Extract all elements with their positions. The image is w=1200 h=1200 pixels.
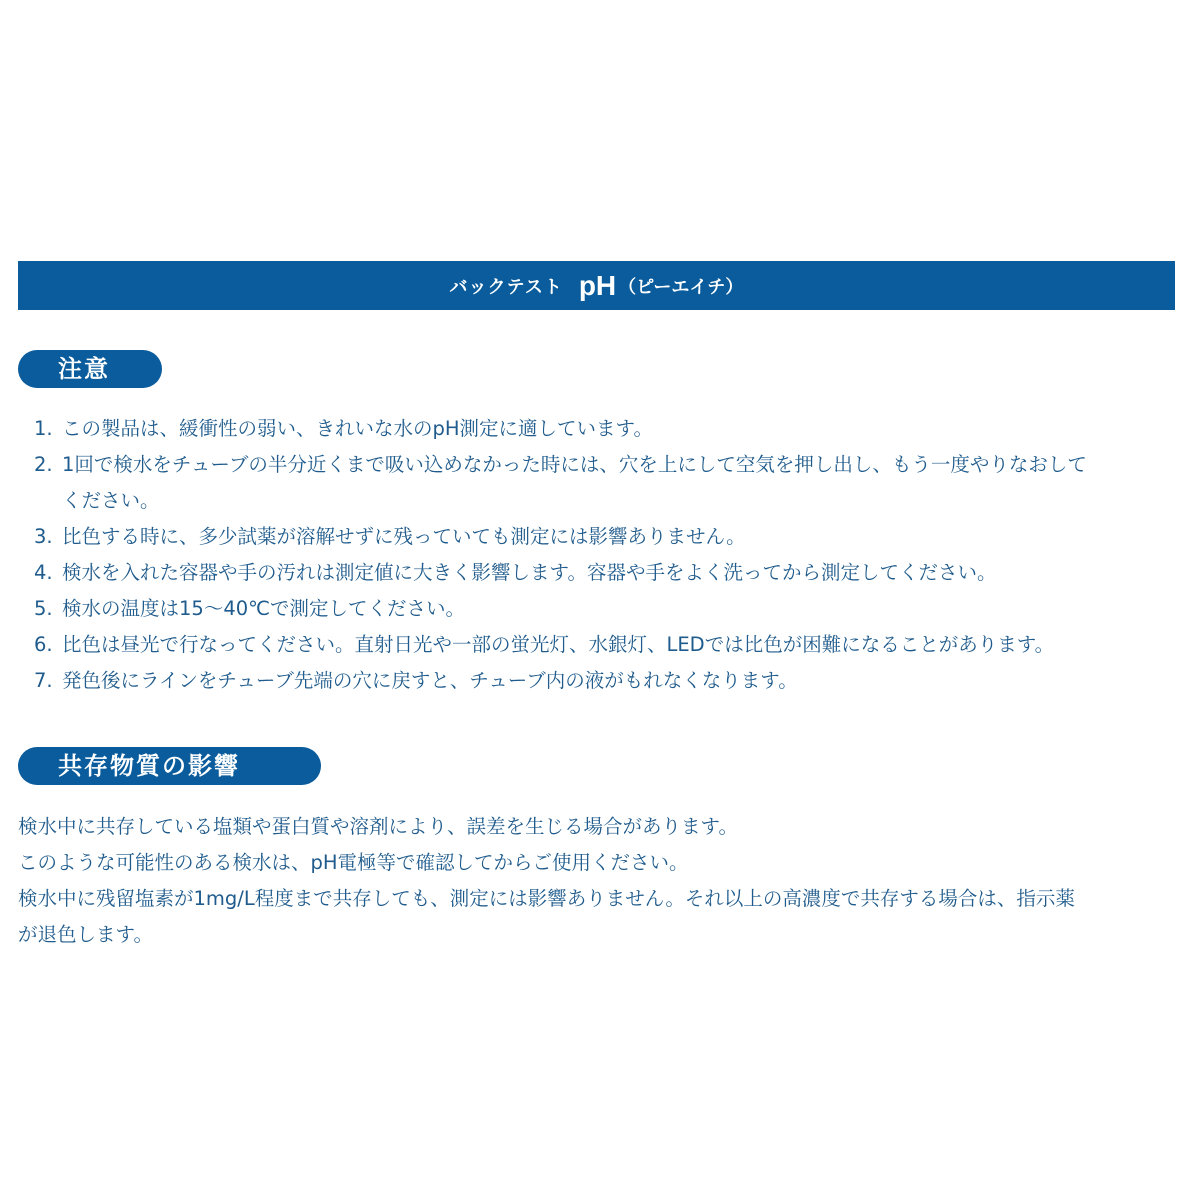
caution-list [34,411,1184,699]
item-number: 7. [34,669,53,692]
item-number: 4. [34,561,53,584]
item-text: この製品は、緩衝性の弱い、きれいな水のpH測定に適しています。 [62,417,653,440]
item-text: 発色後にラインをチューブ先端の穴に戻すと、チューブ内の液がもれなくなります。 [62,669,798,692]
item-number: 5. [34,597,53,620]
item-text: 1回で検水をチューブの半分近くまで吸い込めなかった時には、穴を上にして空気を押し出し、もう一度やりなおして ください。 [62,453,1087,512]
list-item [34,663,1184,699]
list-item [34,591,1184,627]
item-text: 比色は昼光で行なってください。直射日光や一部の蛍光灯、水銀灯、LEDでは比色が困難になることがあります。 [62,633,1055,656]
item-number: 2. [34,453,53,476]
title-banner [18,261,1175,310]
title-sub: （ピーエイチ） [618,276,744,298]
coexist-paragraph: このような可能性のある検水は、pH電極等で確認してからご使用ください。 [18,851,689,874]
item-text: 検水を入れた容器や手の汚れは測定値に大きく影響します。容器や手をよく洗ってから測定してください。 [62,561,997,584]
list-item [34,447,1184,519]
item-number: 6. [34,633,53,656]
item-number: 1. [34,417,53,440]
caution-heading: 注意 [18,350,162,388]
list-item [34,627,1184,663]
coexist-paragraph: 検水中に共存している塩類や蛋白質や溶剤により、誤差を生じる場合があります。 [18,815,738,838]
item-text: 検水の温度は15～40℃で測定してください。 [62,597,466,620]
coexist-paragraph: が退色します。 [18,923,153,946]
item-number: 3. [34,525,53,548]
coexist-heading: 共存物質の影響 [18,747,321,785]
list-item [34,555,1184,591]
list-item [34,411,1184,447]
title-ph: pH [578,269,617,301]
title-main: バックテスト [449,276,563,298]
list-item [34,519,1184,555]
item-text: 比色する時に、多少試薬が溶解せずに残っていても測定には影響ありません。 [62,525,746,548]
coexist-body [18,809,1178,953]
coexist-paragraph: 検水中に残留塩素が1mg/L程度まで共存しても、測定には影響ありません。それ以上の高濃度で共存する場合は、指示薬 [18,887,1075,910]
